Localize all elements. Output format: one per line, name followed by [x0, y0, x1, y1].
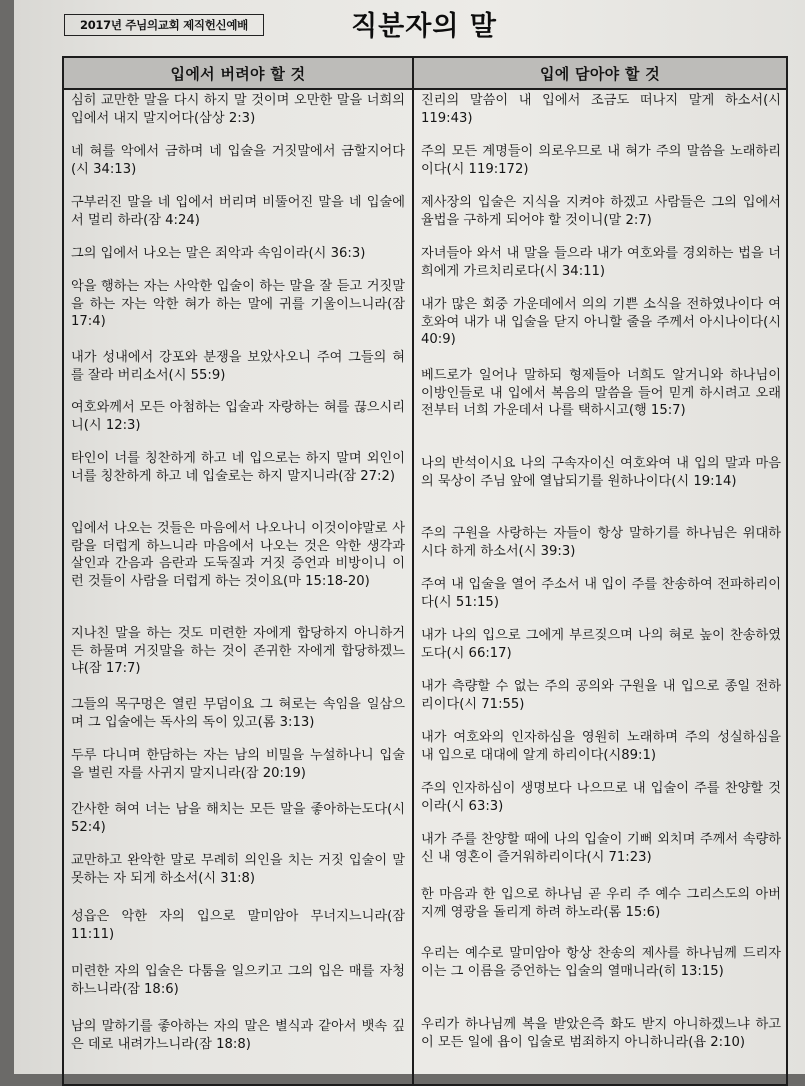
right-item-13: 주의 인자하심이 생명보다 나으므로 내 입술이 주를 찬양할 것이라(시 63:3) — [421, 781, 781, 814]
left-item-14: 교만하고 완악한 말로 무례히 의인을 치는 거짓 입술이 말 못하는 자 되게 하소서(시 31:8) — [71, 853, 405, 886]
left-item-2: 네 혀를 악에서 금하며 네 입술을 거짓말에서 금할지어다(시 34:13) — [71, 144, 405, 177]
right-item-8: 주의 구원을 사랑하는 자들이 항상 말하기를 하나님은 위대하시다 하게 하소서(시 39:3) — [421, 526, 781, 559]
left-item-5: 악을 행하는 자는 사악한 입술이 하는 말을 잘 듣고 거짓말을 하는 자는 악한 혀가 하는 말에 귀를 기울이느니라(잠 17:4) — [71, 279, 405, 329]
right-item-10: 내가 나의 입으로 그에게 부르짖으며 나의 혀로 높이 찬송하였도다(시 66:17) — [421, 628, 781, 661]
left-item-12: 두루 다니며 한담하는 자는 남의 비밀을 누설하나니 입술을 벌린 자를 사귀지 말지니라(잠 20:19) — [71, 748, 405, 781]
right-item-5: 내가 많은 회중 가운데에서 의의 기쁜 소식을 전하였나이다 여호와여 내가 내 입술을 닫지 아니할 줄을 주께서 아시나이다(시 40:9) — [421, 297, 781, 347]
right-item-14: 내가 주를 찬양할 때에 나의 입술이 기뻐 외치며 주께서 속량하신 내 영혼이 즐거워하리이다(시 71:23) — [421, 832, 781, 865]
right-item-9: 주여 내 입술을 열어 주소서 내 입이 주를 찬송하여 전파하리이다(시 51:15) — [421, 577, 781, 610]
right-item-2: 주의 모든 계명들이 의로우므로 내 혀가 주의 말씀을 노래하리이다(시 119:172) — [421, 144, 781, 177]
document-sheet — [14, 0, 805, 1074]
right-item-16: 우리는 예수로 말미암아 항상 찬송의 제사를 하나님께 드리자 이는 그 이름을 증언하는 입술의 열매니라(히 13:15) — [421, 946, 781, 979]
left-item-3: 구부러진 말을 네 입에서 버리며 비뚤어진 말을 네 입술에서 멀리 하라(잠 4:24) — [71, 195, 405, 228]
page-title: 직분자의 말 — [351, 11, 497, 42]
right-item-11: 내가 측량할 수 없는 주의 공의와 구원을 내 입으로 종일 전하리이다(시 71:55) — [421, 679, 781, 712]
left-item-10: 지나친 말을 하는 것도 미련한 자에게 합당하지 아니하거든 하물며 거짓말을 하는 것이 존귀한 자에게 합당하겠느냐(잠 17:7) — [71, 626, 405, 676]
right-item-15: 한 마음과 한 입으로 하나님 곧 우리 주 예수 그리스도의 아버지께 영광을 돌리게 하려 하노라(롬 15:6) — [421, 887, 781, 920]
right-column-header: 입에 담아야 할 것 — [414, 58, 786, 90]
right-item-6: 베드로가 일어나 말하되 형제들아 너희도 알거니와 하나님이 이방인들로 내 입에서 복음의 말씀을 들어 믿게 하시려고 오래 전부터 너희 가운데서 나를 택하시고(행 15:7) — [421, 368, 781, 418]
left-item-7: 여호와께서 모든 아첨하는 입술과 자랑하는 혀를 끊으시리니(시 12:3) — [71, 400, 405, 433]
right-item-3: 제사장의 입술은 지식을 지켜야 하겠고 사람들은 그의 입에서 율법을 구하게 되어야 할 것이니(말 2:7) — [421, 195, 781, 228]
left-item-13: 간사한 혀여 너는 남을 해치는 모든 말을 좋아하는도다(시 52:4) — [71, 802, 405, 835]
right-item-4: 자녀들아 와서 내 말을 들으라 내가 여호와를 경외하는 법을 너희에게 가르치리로다(시 34:11) — [421, 246, 781, 279]
right-item-17: 우리가 하나님께 복을 받았은즉 화도 받지 아니하겠느냐 하고 이 모든 일에 욥이 입술로 범죄하지 아니하니라(욥 2:10) — [421, 1017, 781, 1050]
event-label: 2017년 주님의교회 제직헌신예배 — [64, 14, 264, 36]
left-item-16: 미련한 자의 입술은 다툼을 일으키고 그의 입은 매를 자청하느니라(잠 18:6) — [71, 964, 405, 997]
left-item-15: 성읍은 악한 자의 입으로 말미암아 무너지느니라(잠 11:11) — [71, 909, 405, 942]
left-item-6: 내가 성내에서 강포와 분쟁을 보았사오니 주여 그들의 혀를 잘라 버리소서(시 55:9) — [71, 350, 405, 383]
verses-table — [62, 56, 788, 1086]
right-item-1: 진리의 말씀이 내 입에서 조금도 떠나지 말게 하소서(시 119:43) — [421, 93, 781, 126]
left-item-11: 그들의 목구멍은 열린 무덤이요 그 혀로는 속임을 일삼으며 그 입술에는 독사의 독이 있고(롬 3:13) — [71, 697, 405, 730]
left-item-17: 남의 말하기를 좋아하는 자의 말은 별식과 같아서 뱃속 깊은 데로 내려가느니라(잠 18:8) — [71, 1019, 405, 1052]
right-item-12: 내가 여호와의 인자하심을 영원히 노래하며 주의 성실하심을 내 입으로 대대에 알게 하리이다(시89:1) — [421, 730, 781, 763]
column-divider — [412, 58, 414, 1084]
left-item-8: 타인이 너를 칭찬하게 하고 네 입으로는 하지 말며 외인이 너를 칭찬하게 하고 네 입술로는 하지 말지니라(잠 27:2) — [71, 451, 405, 484]
left-column-header: 입에서 버려야 할 것 — [64, 58, 412, 90]
left-item-9: 입에서 나오는 것들은 마음에서 나오나니 이것이야말로 사람을 더럽게 하느니라 마음에서 나오는 것은 악한 생각과 살인과 간음과 음란과 도둑질과 거짓 증언과 비방이니 이런 것들이 사람을 더럽게 하는 것이요(마 15:18-20) — [71, 521, 405, 589]
left-item-4: 그의 입에서 나오는 말은 죄악과 속임이라(시 36:3) — [71, 246, 366, 261]
right-item-7: 나의 반석이시요 나의 구속자이신 여호와여 내 입의 말과 마음의 묵상이 주님 앞에 열납되기를 원하나이다(시 19:14) — [421, 456, 781, 489]
left-item-1: 심히 교만한 말을 다시 하지 말 것이며 오만한 말을 너희의 입에서 내지 말지어다(삼상 2:3) — [71, 93, 405, 126]
